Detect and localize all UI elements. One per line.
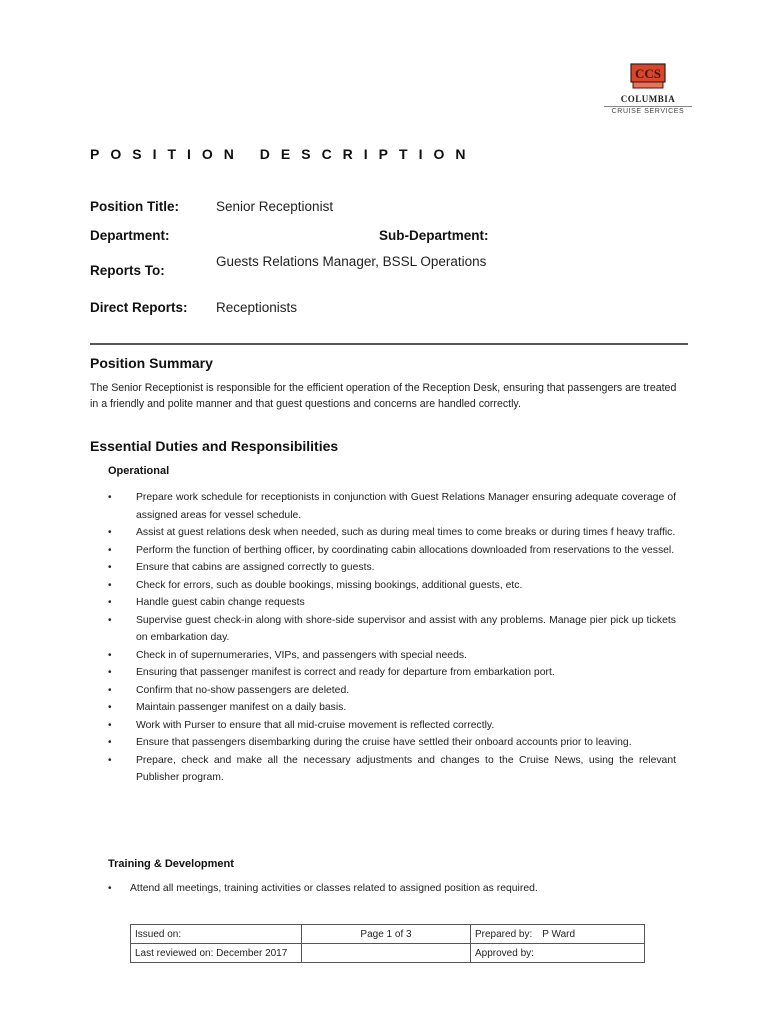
document-footer-table <box>130 924 645 963</box>
department-label: Department: <box>90 228 170 243</box>
reports-to-value: Guests Relations Manager, BSSL Operations <box>216 254 487 269</box>
table-row <box>131 944 645 963</box>
logo-subtitle: CRUISE SERVICES <box>611 108 685 115</box>
prepared-by-cell: Prepared by: P Ward <box>471 925 645 944</box>
training-list <box>108 880 676 897</box>
bullet-icon: • <box>108 579 112 591</box>
reports-to-label: Reports To: <box>90 263 165 278</box>
document-title: POSITION DESCRIPTION <box>90 146 477 162</box>
list-item: • Supervise guest check-in along with shore-side supervisor and assist with any problems. Manage pier pick up tickets on embarkation day. <box>108 612 676 647</box>
list-item: • Ensure that cabins are assigned correctly to guests. <box>108 559 676 577</box>
bullet-icon: • <box>108 737 112 748</box>
bullet-icon: • <box>108 754 112 766</box>
direct-reports-value: Receptionists <box>216 300 298 315</box>
list-item: • Attend all meetings, training activities or classes related to assigned position as required. <box>108 880 676 897</box>
list-item: • Prepare, check and make all the necessary adjustments and changes to the Cruise News, using the relevant Publisher program. <box>108 752 676 787</box>
company-logo <box>600 62 696 120</box>
list-item: • Check in of supernumeraries, VIPs, and passengers with special needs. <box>108 647 676 665</box>
list-item: • Assist at guest relations desk when needed, such as during meal times to come breaks or during times f heavy traffic. <box>108 524 676 542</box>
direct-reports-label: Direct Reports: <box>90 300 188 315</box>
bullet-icon: • <box>108 597 112 608</box>
prepared-by-name: P Ward <box>542 928 576 940</box>
bullet-icon: • <box>108 883 112 894</box>
list-item: • Confirm that no-show passengers are deleted. <box>108 682 676 700</box>
list-item: • Maintain passenger manifest on a daily basis. <box>108 699 676 717</box>
bullet-icon: • <box>108 667 112 678</box>
bullet-icon: • <box>108 614 112 626</box>
table-row <box>131 925 645 944</box>
logo-divider <box>604 106 692 107</box>
duties-heading: Essential Duties and Responsibilities <box>90 438 339 454</box>
logo-name: COLUMBIA <box>620 94 676 104</box>
bullet-icon: • <box>108 544 112 556</box>
bullet-icon: • <box>108 527 112 538</box>
position-title-value: Senior Receptionist <box>216 199 334 214</box>
bullet-icon: • <box>108 492 112 503</box>
position-summary-text: The Senior Receptionist is responsible for the efficient operation of the Reception Desk, ensuring that passengers are treated in a friendly and polite manner and that guest questions and concerns are handled correctly. <box>90 382 677 410</box>
bullet-icon: • <box>108 684 112 696</box>
bullet-icon: • <box>108 702 112 713</box>
empty-cell <box>302 944 471 963</box>
issued-on-cell: Issued on: <box>131 925 302 944</box>
position-title-label: Position Title: <box>90 199 180 214</box>
sub-department-label: Sub-Department: <box>379 228 489 243</box>
bullet-icon: • <box>108 719 112 731</box>
training-heading: Training & Development <box>108 858 234 870</box>
svg-text:CCS: CCS <box>634 66 662 81</box>
operational-heading: Operational <box>108 465 170 477</box>
list-item: • Perform the function of berthing officer, by coordinating cabin allocations downloaded from reservations to the vessel. <box>108 542 676 560</box>
last-reviewed-cell: Last reviewed on: December 2017 <box>131 944 302 963</box>
bullet-icon: • <box>108 649 112 661</box>
list-item: • Handle guest cabin change requests <box>108 594 676 612</box>
page-number-cell: Page 1 of 3 <box>302 925 471 944</box>
bullet-icon: • <box>108 562 112 573</box>
operational-duties-list <box>108 489 676 787</box>
list-item: • Work with Purser to ensure that all mid-cruise movement is reflected correctly. <box>108 717 676 735</box>
list-item: • Check for errors, such as double bookings, missing bookings, additional guests, etc. <box>108 577 676 595</box>
position-summary-heading: Position Summary <box>90 355 213 371</box>
approved-by-cell: Approved by: <box>471 944 645 963</box>
list-item: • Ensure that passengers disembarking during the cruise have settled their onboard accounts prior to leaving. <box>108 734 676 752</box>
list-item: • Ensuring that passenger manifest is correct and ready for departure from embarkation port. <box>108 664 676 682</box>
section-divider <box>90 343 688 345</box>
ccs-logo-mark-icon <box>630 62 666 90</box>
list-item: • Prepare work schedule for receptionists in conjunction with Guest Relations Manager ensuring adequate coverage of assigned areas for vessel schedule. <box>108 489 676 524</box>
